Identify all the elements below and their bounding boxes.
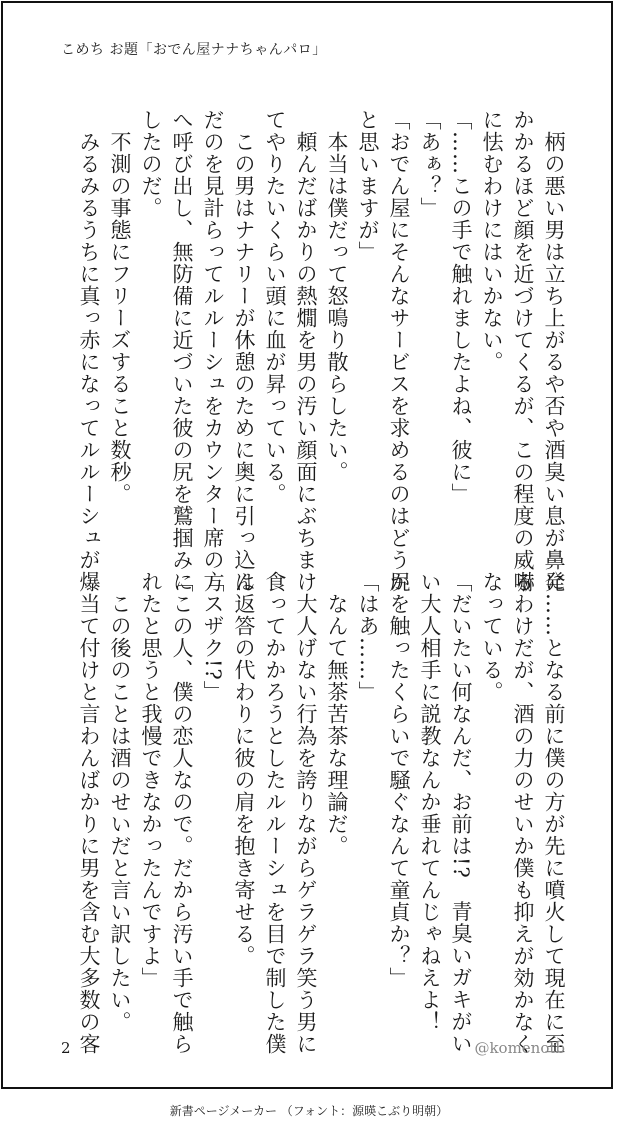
bottom-text-block: 発……となる前に僕の方が先に噴火して現在に至 るわけだが、酒の力のせいか僕も抑えが効かなく なっている。 「だいたい何なんだ、お前は!? 青臭いガキがい い大人相手に説教なんか垂れてんじゃねえよ！ 尻を触ったくらいで騒ぐなんて童貞か？」 「はあ……」 なんて無茶苦茶な理論だ。 大人げない行為を誇りながらゲラゲラ笑う男に 食ってかかろうとしたルルーシュを目で制した僕 は返答の代わりに彼の肩を抱き寄せる。 「スザク!?」 「この人、僕の恋人なので。だから汚い手で触ら れたと思うと我慢できなかったんですよ」 この後のことは酒のせいだと言い訳したい。 当て付けと言わんばかりに男を含む大多数の客 — [77, 571, 566, 1055]
page-frame — [1, 1, 613, 1089]
top-text-block: 柄の悪い男は立ち上がるや否や酒臭い息が鼻に かかるほど顔を近づけてくるが、この程度の威嚇 に怯むわけにはいかない。 「……この手で触れましたよね、彼に」 「あぁ？」 「おでん屋にそんなサービスを求めるのはどうか と思いますが」 本当は僕だって怒鳴り散らしたい。 頼んだばかりの熱燗を男の汚い顔面にぶちまけ てやりたいくらい頭に血が昇っている。 この男はナナリーが休憩のために奥に引っ込ん だのを見計らってルルーシュをカウンター席の方 へ呼び出し、無防備に近づいた彼の尻を鷲掴みに したのだ。 不測の事態にフリーズすること数秒。 みるみるうちに真っ赤になってルルーシュが爆 — [77, 109, 566, 593]
footer-credit: 新書ページメーカー （フォント：源暎こぶり明朝） — [169, 1104, 449, 1118]
author-handle: @komenotb — [474, 1039, 565, 1057]
page-number: 2 — [61, 1039, 71, 1057]
header-title: こめち お題「おでん屋ナナちゃんパロ」 — [61, 42, 327, 58]
